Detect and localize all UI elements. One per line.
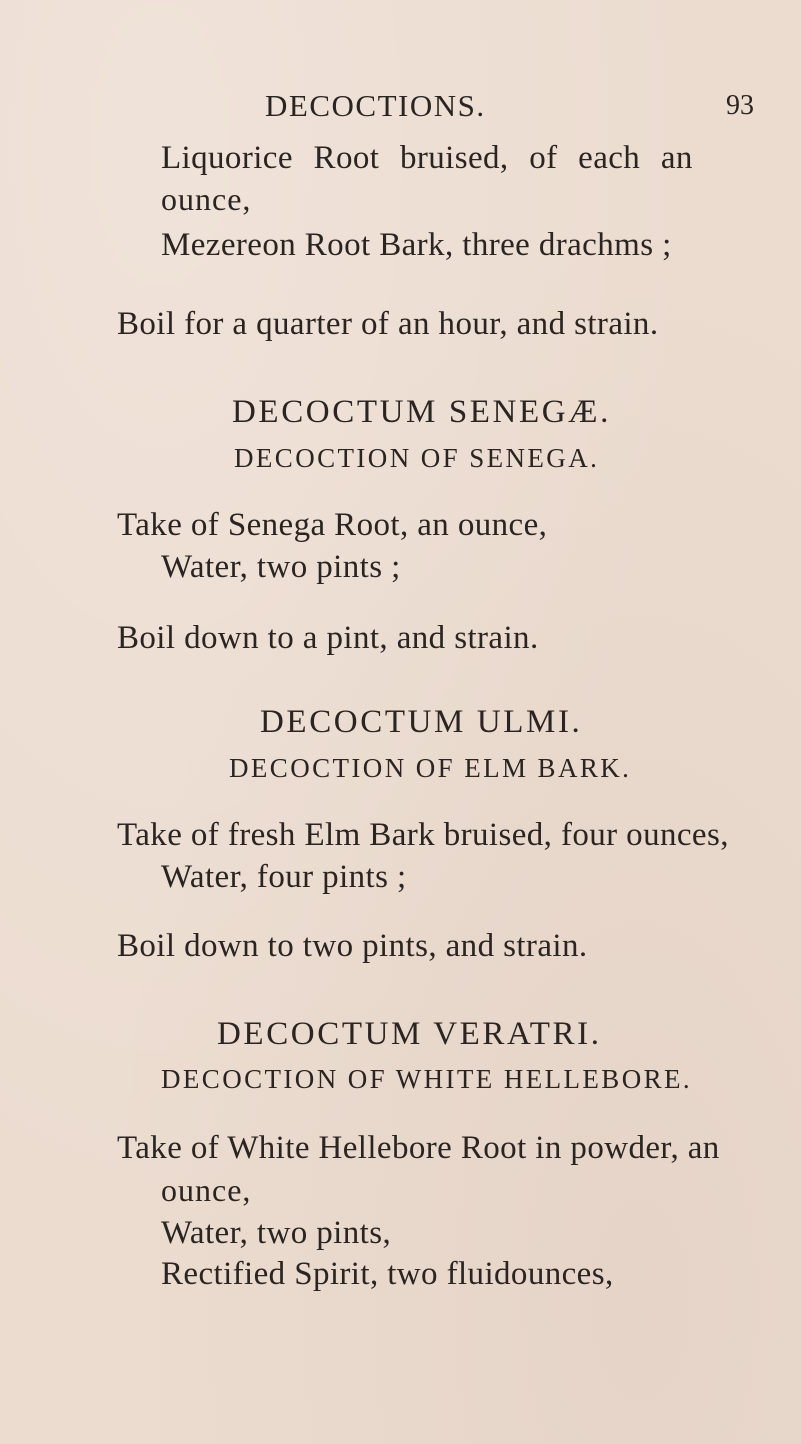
direction-line: Boil down to two pints, and strain. (117, 928, 588, 964)
ingredient-line: Take of White Hellebore Root in powder, an (117, 1130, 720, 1166)
ingredient-line: Mezereon Root Bark, three drachms ; (161, 227, 672, 263)
ingredient-line: Take of fresh Elm Bark bruised, four ounces, (117, 817, 729, 853)
ingredient-line: Water, two pints, (161, 1215, 392, 1251)
ingredient-line: Water, four pints ; (161, 859, 407, 895)
ingredient-line: ounce, (161, 181, 252, 217)
ingredient-line: Water, two pints ; (161, 549, 401, 585)
running-head-title: DECOCTIONS. (265, 88, 486, 123)
section-title-english: DECOCTION OF ELM BARK. (229, 753, 632, 783)
ingredient-line: Take of Senega Root, an ounce, (117, 507, 548, 543)
section-title-english: DECOCTION OF WHITE HELLEBORE. (161, 1064, 693, 1094)
ingredient-line: Liquorice Root bruised, of each an (161, 140, 693, 176)
direction-line: Boil down to a pint, and strain. (117, 620, 539, 656)
section-title-latin: DECOCTUM SENEGÆ. (232, 394, 611, 430)
ingredient-line: ounce, (161, 1172, 252, 1208)
direction-line: Boil for a quarter of an hour, and strain. (117, 306, 659, 342)
page-number: 93 (726, 90, 754, 121)
ingredient-line: Rectified Spirit, two fluidounces, (161, 1256, 614, 1292)
section-title-english: DECOCTION OF SENEGA. (234, 443, 600, 473)
section-title-latin: DECOCTUM VERATRI. (217, 1016, 602, 1052)
section-title-latin: DECOCTUM ULMI. (260, 704, 583, 740)
